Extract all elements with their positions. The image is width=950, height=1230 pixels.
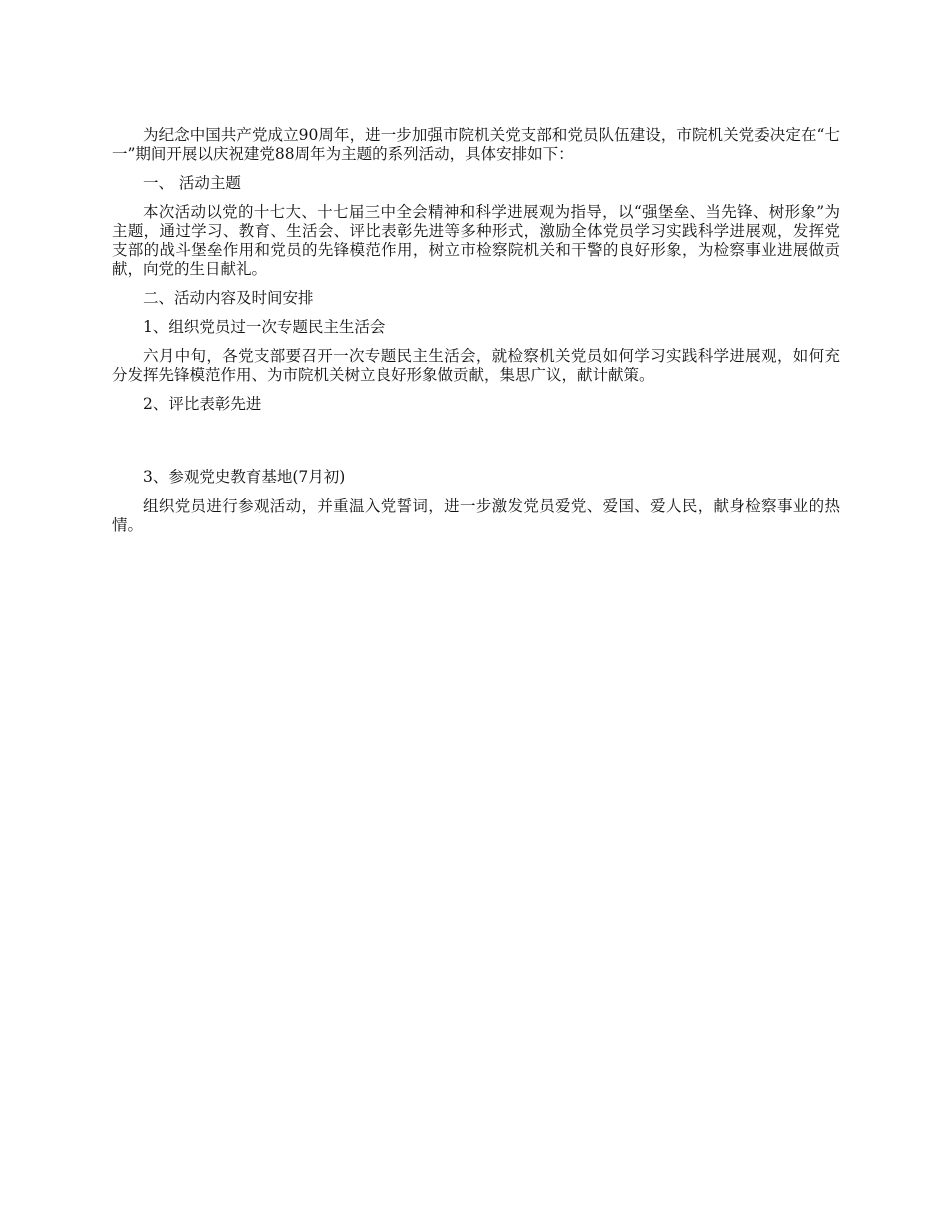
document-body [112,126,840,545]
section-heading-theme: 一、 活动主题 [143,174,241,192]
item-heading-awards: 2、评比表彰先进 [143,395,262,413]
section-heading-schedule: 二、活动内容及时间安排 [143,289,314,307]
intro-paragraph: 为纪念中国共产党成立90周年，进一步加强市院机关党支部和党员队伍建设，市院机关党委决定在“七一”期间开展以庆祝建党88周年为主题的系列活动，具体安排如下： [112,126,840,163]
item-heading-visit: 3、参观党史教育基地(7月初) [143,468,346,486]
meeting-paragraph: 六月中旬，各党支部要召开一次专题民主生活会，就检察机关党员如何学习实践科学进展观，如何充分发挥先锋模范作用、为市院机关树立良好形象做贡献，集思广议，献计献策。 [112,347,840,384]
theme-paragraph: 本次活动以党的十七大、十七届三中全会精神和科学进展观为指导，以“强堡垒、当先锋、树形象”为主题，通过学习、教育、生活会、评比表彰先进等多种形式，激励全体党员学习实践科学进展观，发挥党支部的战斗堡垒作用和党员的先锋模范作用，树立市检察院机关和干警的良好形象，为检察事业进展做贡献，向党的生日献礼。 [112,203,840,278]
blank-space [112,424,840,468]
item-heading-meeting: 1、组织党员过一次专题民主生活会 [143,318,386,336]
visit-paragraph: 组织党员进行参观活动，并重温入党誓词，进一步激发党员爱党、爱国、爱人民，献身检察事业的热情。 [112,497,840,534]
